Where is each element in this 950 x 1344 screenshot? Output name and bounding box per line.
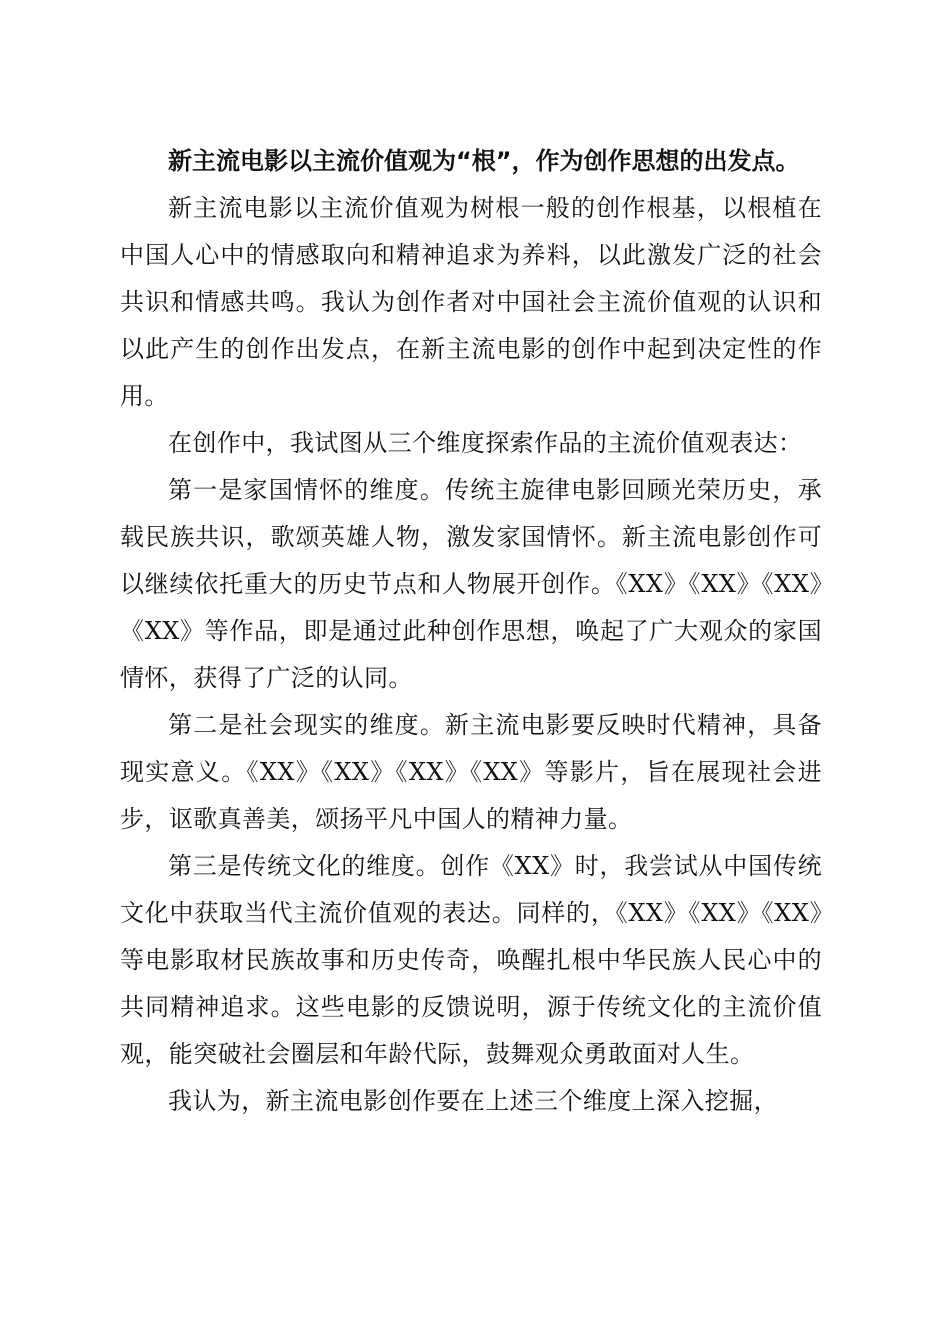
section-heading: 新主流电影以主流价值观为“根”，作为创作思想的出发点。 xyxy=(168,147,800,175)
paragraph-patriotic-dimension: 第一是家国情怀的维度。传统主旋律电影回顾光荣历史，承载民族共识，歌颂英雄人物，激发家国情怀。新主流电影创作可以继续依托重大的历史节点和人物展开创作。《XX》《XX》《XX》《XX》等作品，即是通过此种创作思想，唤起了广大观众的家国情怀，获得了广泛的认同。 xyxy=(120,476,822,692)
paragraph-foundation: 新主流电影以主流价值观为树根一般的创作根基，以根植在中国人心中的情感取向和精神追求为养料，以此激发广泛的社会共识和情感共鸣。我认为创作者对中国社会主流价值观的认识和以此产生的创作出发点，在新主流电影的创作中起到决定性的作用。 xyxy=(120,194,822,410)
paragraph-conclusion: 我认为，新主流电影创作要在上述三个维度上深入挖掘， xyxy=(168,1087,778,1115)
document-page xyxy=(120,138,822,1125)
paragraph-three-dimensions-intro: 在创作中，我试图从三个维度探索作品的主流价值观表达： xyxy=(168,429,803,457)
paragraph-social-reality-dimension: 第二是社会现实的维度。新主流电影要反映时代精神，具备现实意义。《XX》《XX》《XX》《XX》等影片，旨在展现社会进步，讴歌真善美，颂扬平凡中国人的精神力量。 xyxy=(120,711,822,833)
paragraph-traditional-culture-dimension: 第三是传统文化的维度。创作《XX》时，我尝试从中国传统文化中获取当代主流价值观的表达。同样的，《XX》《XX》《XX》等电影取材民族故事和历史传奇，唤醒扎根中华民族人民心中的共同精神追求。这些电影的反馈说明，源于传统文化的主流价值观，能突破社会圈层和年龄代际，鼓舞观众勇敢面对人生。 xyxy=(120,852,822,1068)
